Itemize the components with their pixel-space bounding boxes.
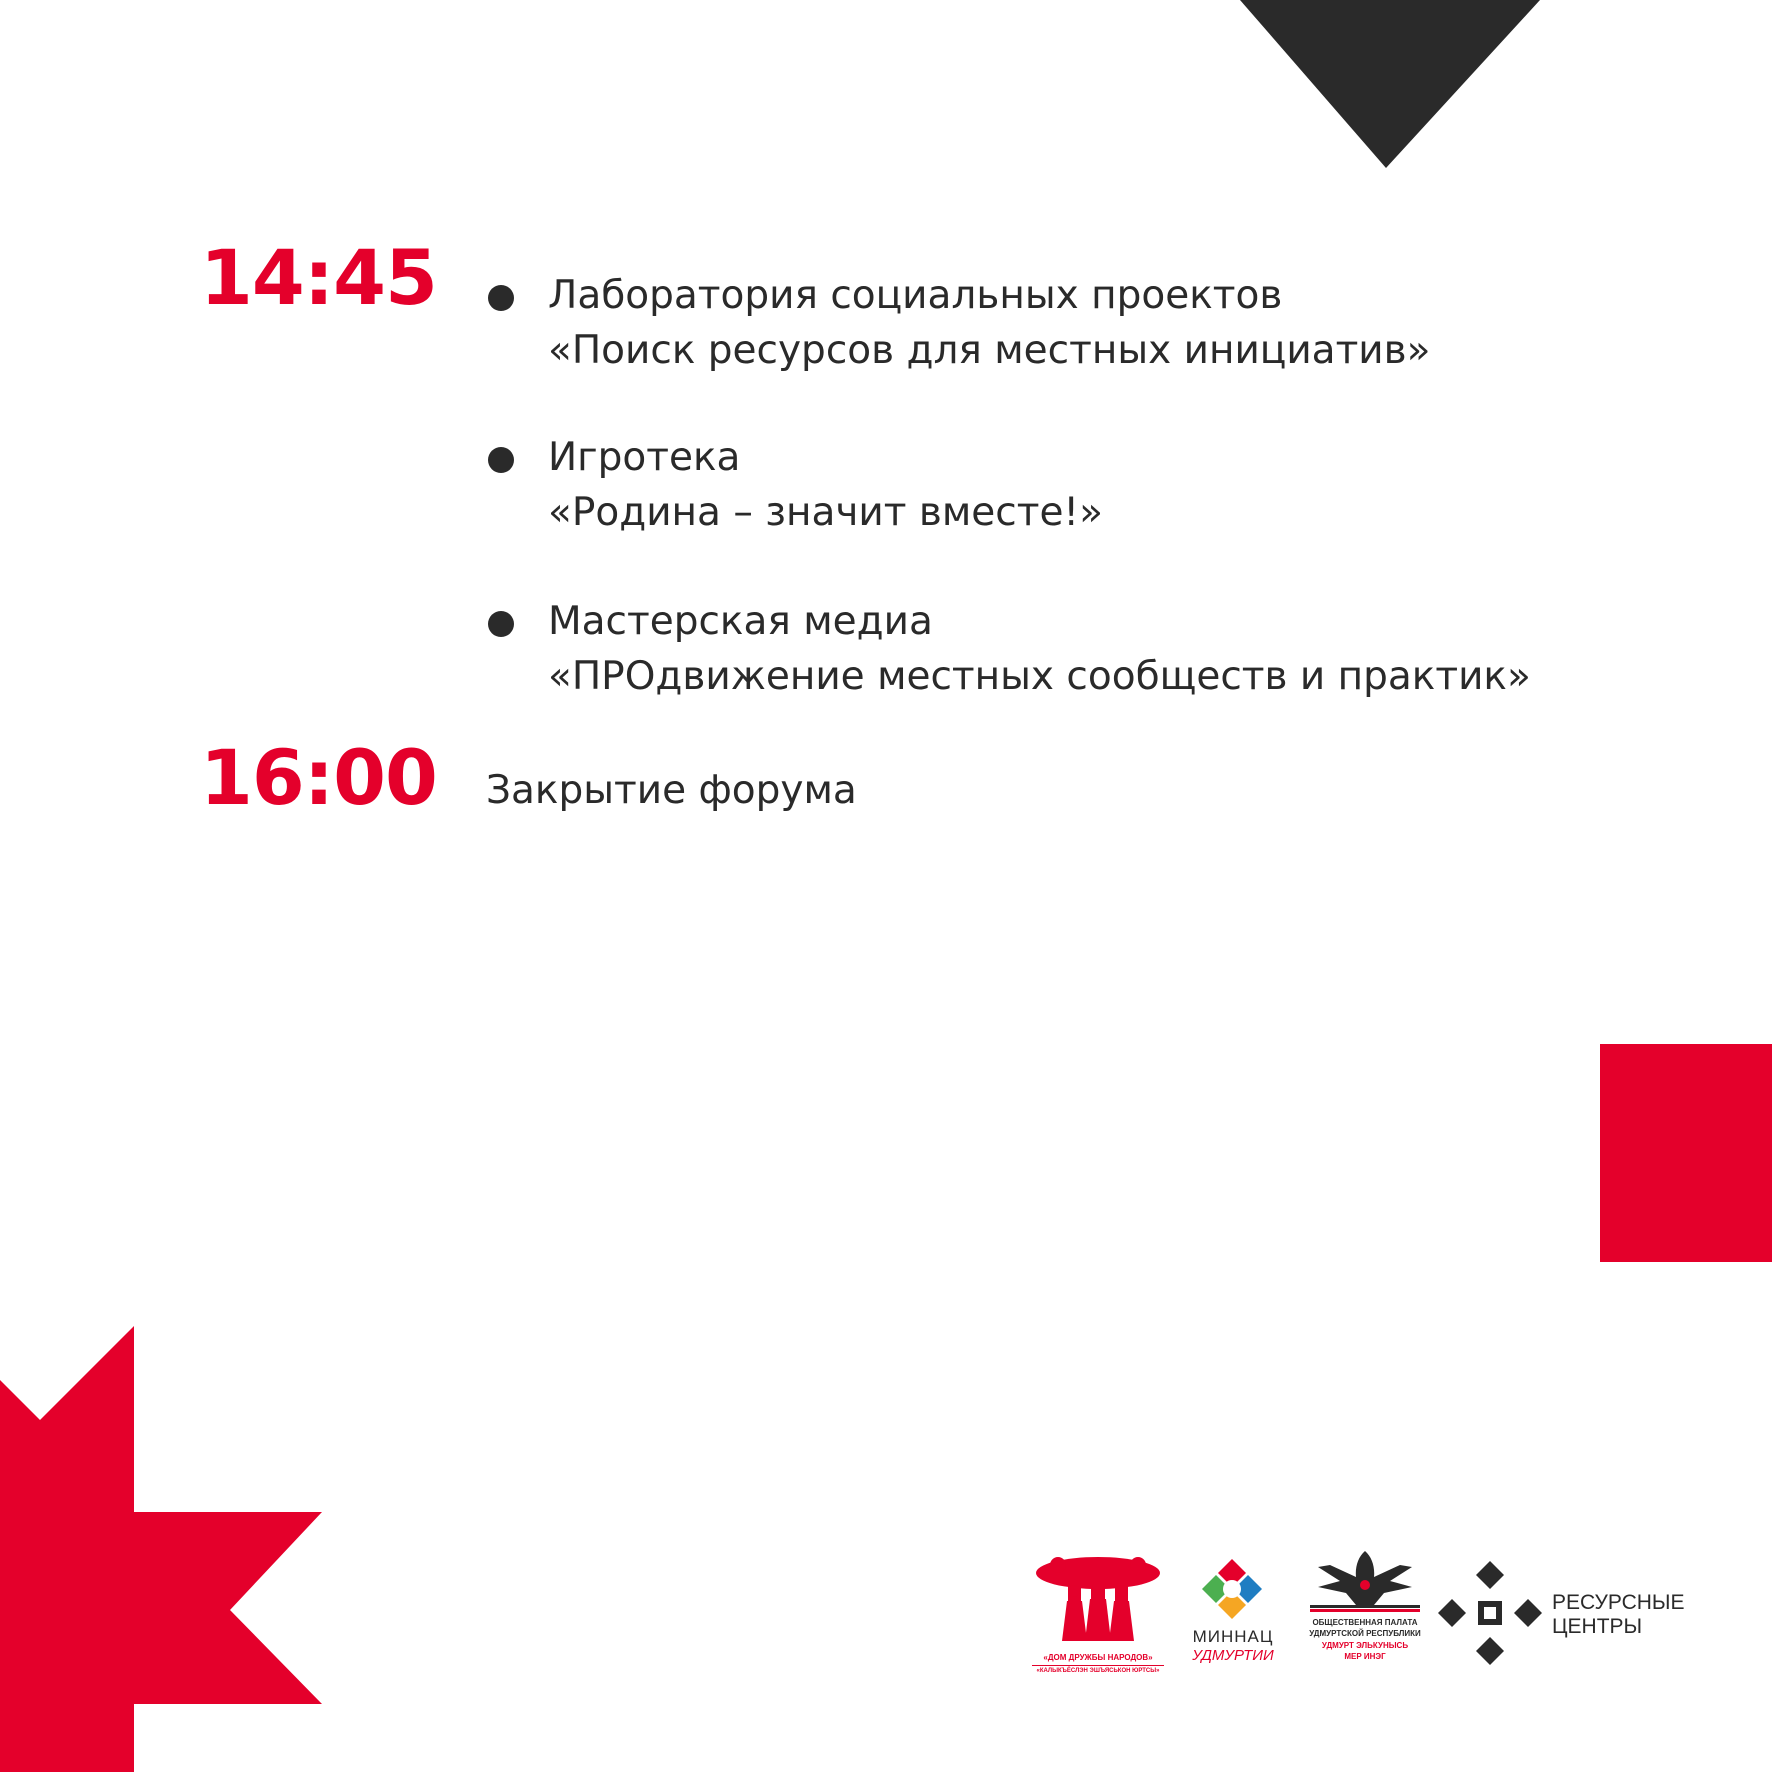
palata-logo	[1300, 1545, 1430, 1685]
item-line-1: Игротека	[548, 435, 741, 480]
palata-line-2: УДМУРТСКОЙ РЕСПУБЛИКИ	[1309, 1629, 1421, 1638]
item-title	[548, 430, 1103, 540]
resursnye-emblem-icon	[1438, 1561, 1542, 1665]
resursnye-logo	[1438, 1561, 1718, 1671]
palata-line-4: МЕР ИНЭГ	[1344, 1652, 1386, 1661]
item-line-2: «Поиск ресурсов для местных инициатив»	[548, 328, 1431, 373]
dom-druzhby-line-1: «ДОМ ДРУЖБЫ НАРОДОВ»	[1043, 1653, 1153, 1662]
palata-line-1: ОБЩЕСТВЕННАЯ ПАЛАТА	[1312, 1618, 1418, 1627]
minnac-line-1: МИННАЦ	[1192, 1627, 1274, 1646]
bullet-icon	[488, 447, 514, 473]
list-item	[488, 430, 1688, 550]
list-item	[488, 268, 1688, 388]
minnac-logo	[1178, 1557, 1288, 1677]
minnac-emblem-icon	[1196, 1557, 1268, 1623]
figures-tree-icon	[1028, 1551, 1168, 1651]
logo-divider	[1032, 1665, 1164, 1666]
item-line-1: Лаборатория социальных проектов	[548, 273, 1283, 318]
bottom-left-red-star	[0, 1320, 330, 1772]
dom-druzhby-line-2: «КАЛЫКЪЁСЛЭН ЭШЪЯСЬКОН ЮРТСЫ»	[1036, 1668, 1160, 1674]
item-title	[548, 594, 1531, 704]
item-line-2: «ПРОдвижение местных сообществ и практик»	[548, 654, 1531, 699]
item-line-1: Мастерская медиа	[548, 599, 933, 644]
minnac-line-2: УДМУРТИИ	[1192, 1647, 1274, 1664]
bird-emblem-icon	[1310, 1547, 1420, 1613]
top-dark-triangle	[1240, 0, 1540, 170]
resursnye-line-2: ЦЕНТРЫ	[1552, 1615, 1643, 1638]
bullet-icon	[488, 611, 514, 637]
bullet-icon	[488, 285, 514, 311]
right-red-square	[1600, 1044, 1772, 1262]
dom-druzhby-logo	[1028, 1551, 1168, 1681]
time-1600: 16:00	[200, 733, 437, 822]
resursnye-line-1: РЕСУРСНЫЕ	[1552, 1591, 1685, 1614]
item-line-2: «Родина – значит вместе!»	[548, 490, 1103, 535]
item-title	[548, 268, 1431, 378]
partner-logos	[1020, 1545, 1720, 1685]
list-item	[488, 594, 1708, 714]
closing-text: Закрытие форума	[486, 768, 857, 813]
palata-line-3: УДМУРТ ЭЛЬКУНЫСЬ	[1321, 1641, 1409, 1650]
time-1445: 14:45	[200, 233, 437, 322]
